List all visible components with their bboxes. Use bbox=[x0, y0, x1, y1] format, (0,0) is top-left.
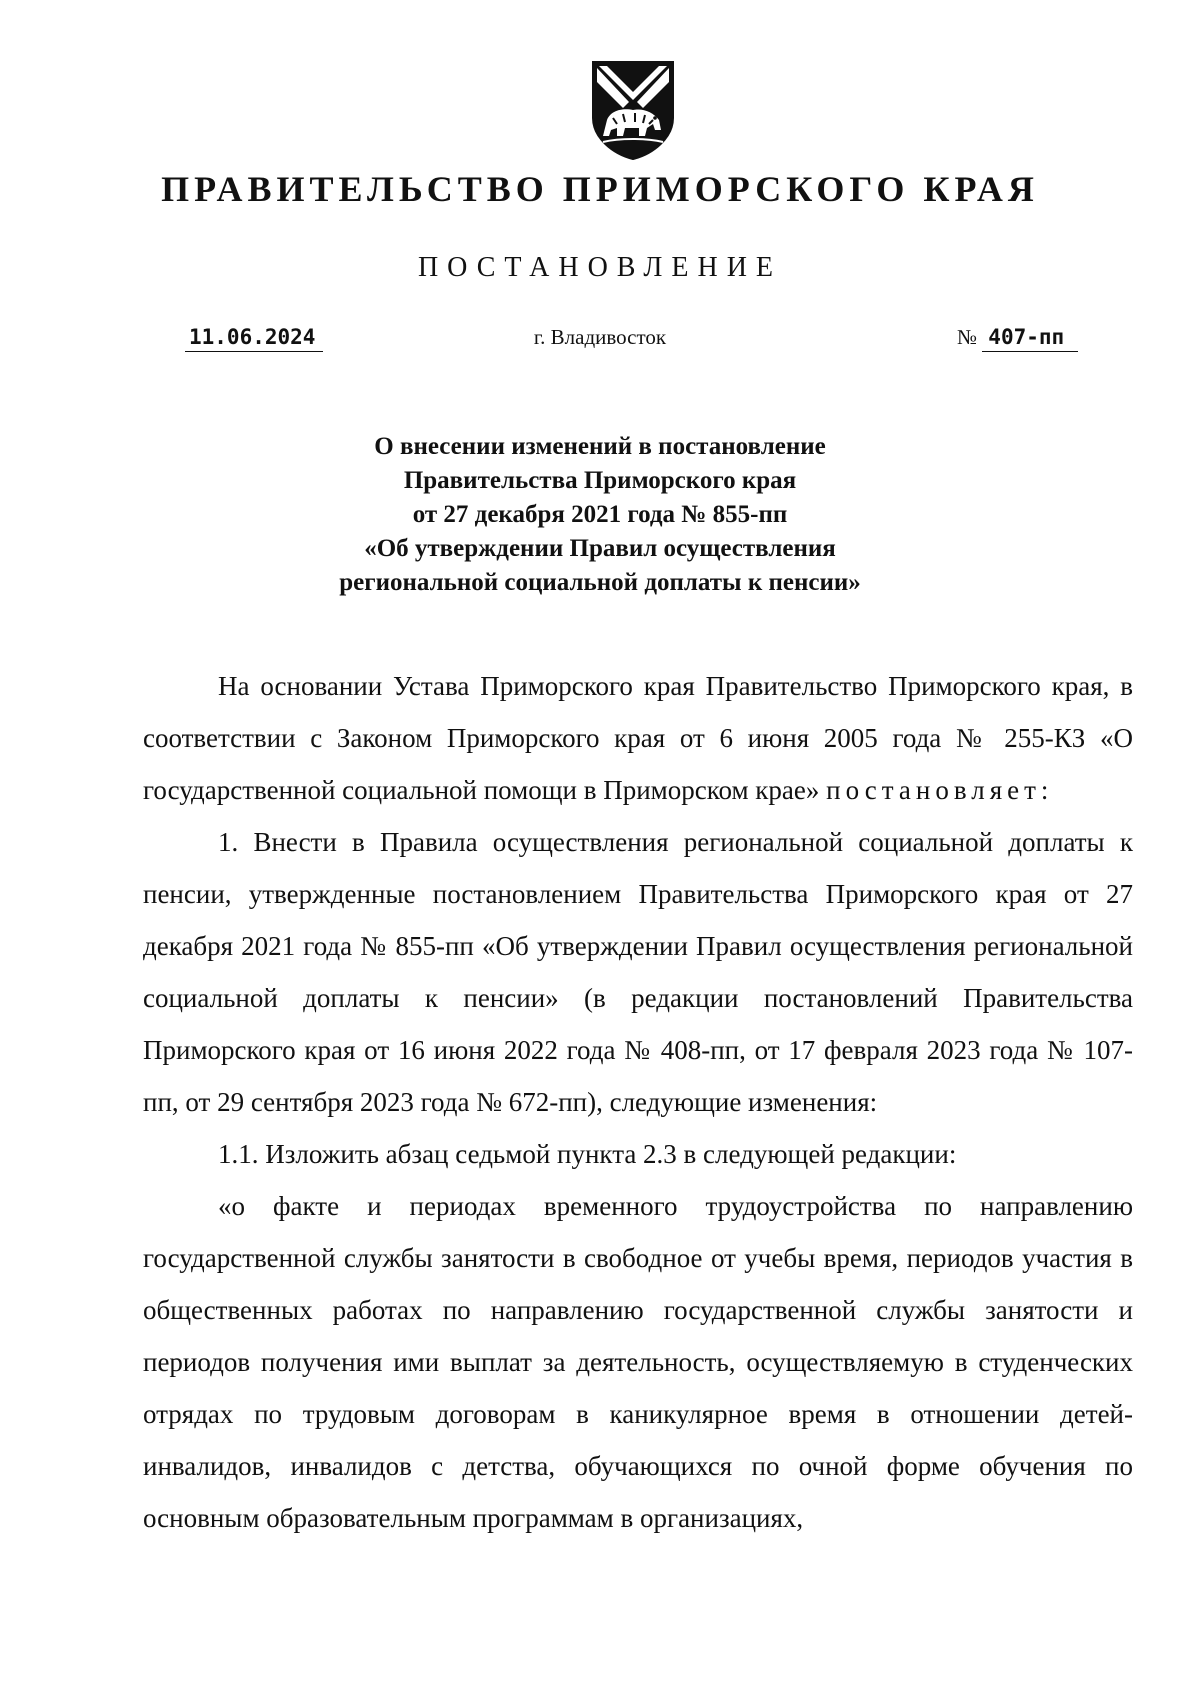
heading-line: региональной социальной доплаты к пенсии» bbox=[339, 569, 861, 596]
item-1-paragraph: 1. Внести в Правила осуществления региональной социальной доплаты к пенсии, утвержденные постановлением Правительства Приморского края от 27 декабря 2021 года № 855-пп «Об утверждении Правил осуществления региональной социальной доплаты к пенсии» (в редакции постановлений Правительства Приморского края от 16 июня 2022 года № 408-пп, от 17 февраля 2023 года № 107-пп, от 29 сентября 2023 года № 672-пп), следующие изменения: bbox=[143, 827, 1133, 1117]
preamble-text: На основании Устава Приморского края Правительство Приморского края, в соответствии с Законом Приморского края от 6 июня 2005 года № 255-КЗ «О государственной социальной помощи в Приморском крае» bbox=[143, 671, 1133, 805]
government-title: ПРАВИТЕЛЬСТВО ПРИМОРСКОГО КРАЯ bbox=[161, 169, 1039, 209]
document-heading bbox=[0, 430, 1200, 600]
coat-of-arms-icon bbox=[589, 58, 677, 162]
number-value: 407-пп bbox=[982, 325, 1078, 352]
resolves-word: постановляет: bbox=[826, 775, 1054, 805]
heading-line: О внесении изменений в постановление bbox=[374, 433, 826, 460]
document-body bbox=[143, 660, 1133, 1544]
quoted-paragraph: «о факте и периодах временного трудоустройства по направлению государственной службы занятости в свободное от учебы время, периодов участия в общественных работах по направлению государственной службы занятости и периодов получения ими выплат за деятельность, осуществляемую в студенческих отрядах по трудовым договорам в каникулярное время в отношении детей-инвалидов, инвалидов с детства, обучающихся по очной форме обучения по основным образовательным программам в организациях, bbox=[143, 1191, 1133, 1533]
heading-line: от 27 декабря 2021 года № 855-пп bbox=[412, 501, 788, 528]
number-label: № bbox=[957, 325, 978, 349]
item-1-1-paragraph: 1.1. Изложить абзац седьмой пункта 2.3 в следующей редакции: bbox=[218, 1139, 957, 1169]
preamble-paragraph bbox=[143, 660, 1133, 816]
document-type: ПОСТАНОВЛЕНИЕ bbox=[417, 252, 783, 283]
document-date: 11.06.2024 bbox=[185, 325, 323, 352]
heading-line: Правительства Приморского края bbox=[403, 467, 797, 494]
document-city: г. Владивосток bbox=[533, 325, 667, 349]
document-number bbox=[957, 325, 1078, 350]
heading-line: «Об утверждении Правил осуществления bbox=[364, 535, 836, 562]
